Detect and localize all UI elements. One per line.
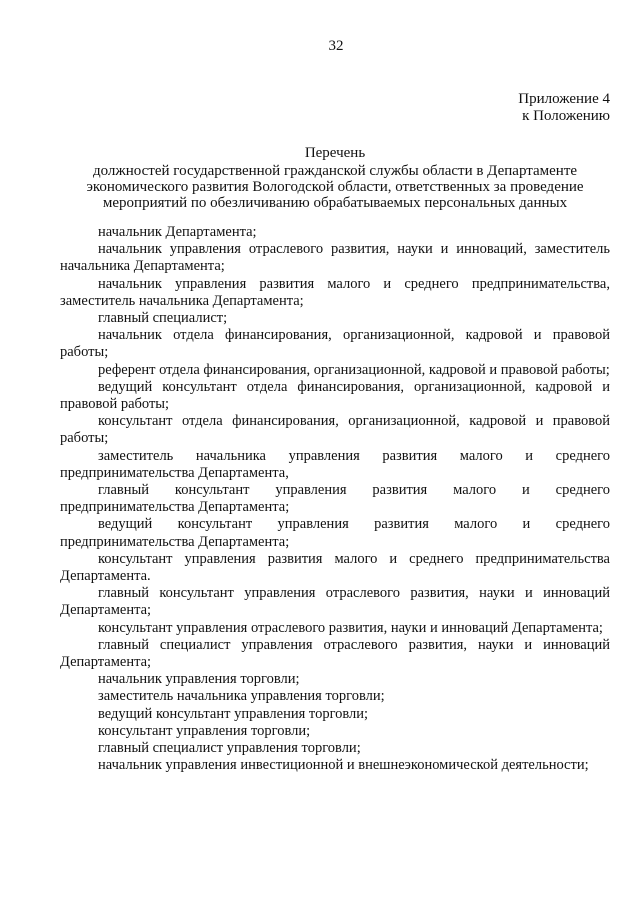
position-item: главный специалист управления отраслевого развития, науки и инноваций Департамента; — [60, 636, 610, 671]
title-heading: Перечень — [304, 145, 366, 161]
positions-list — [60, 224, 610, 775]
position-item: начальник управления отраслевого развития, науки и инноваций, заместитель начальника Департамента; — [60, 241, 610, 275]
position-item: начальник отдела финансирования, организационной, кадровой и правовой работы; — [60, 327, 610, 361]
position-item: заместитель начальника управления развития малого и среднего предпринимательства Департамента, — [60, 447, 610, 481]
position-item: начальник управления инвестиционной и внешнеэкономической деятельности; — [98, 757, 589, 774]
title-line: экономического развития Вологодской области, ответственных за проведение — [86, 179, 584, 195]
appendix-number: Приложение 4 — [518, 91, 610, 107]
page-number: 32 — [328, 38, 344, 54]
position-item: главный специалист управления торговли; — [98, 740, 361, 757]
position-item: ведущий консультант отдела финансирования, организационной, кадровой и правовой работы; — [60, 378, 610, 413]
position-item: консультант отдела финансирования, организационной, кадровой и правовой работы; — [60, 413, 610, 447]
position-item: ведущий консультант управления торговли; — [98, 705, 369, 722]
position-item: главный консультант управления развития малого и среднего предпринимательства Департамента; — [60, 482, 610, 516]
position-item: консультант управления торговли; — [98, 722, 311, 739]
position-item: консультант управления отраслевого развития, науки и инноваций Департамента; — [98, 619, 603, 636]
position-item: ведущий консультант управления развития малого и среднего предпринимательства Департамента; — [60, 516, 610, 550]
appendix-regulation: к Положению — [522, 108, 610, 124]
document-title — [60, 145, 610, 211]
position-item: начальник управления развития малого и среднего предпринимательства, заместитель начальника Департамента; — [60, 275, 610, 309]
position-item: начальник управления торговли; — [98, 671, 300, 688]
position-item: начальник Департамента; — [98, 224, 257, 240]
title-line: должностей государственной гражданской службы области в Департаменте — [92, 163, 578, 179]
appendix-reference — [518, 91, 610, 125]
position-item: референт отдела финансирования, организационной, кадровой и правовой работы; — [98, 361, 610, 378]
position-item: главный специалист; — [98, 310, 228, 327]
position-item: заместитель начальника управления торговли; — [98, 688, 385, 705]
position-item: консультант управления развития малого и среднего предпринимательства Департамента. — [60, 550, 610, 585]
title-line: мероприятий по обезличиванию обрабатываемых персональных данных — [102, 195, 568, 211]
position-item: главный консультант управления отраслевого развития, науки и инноваций Департамента; — [60, 585, 610, 619]
